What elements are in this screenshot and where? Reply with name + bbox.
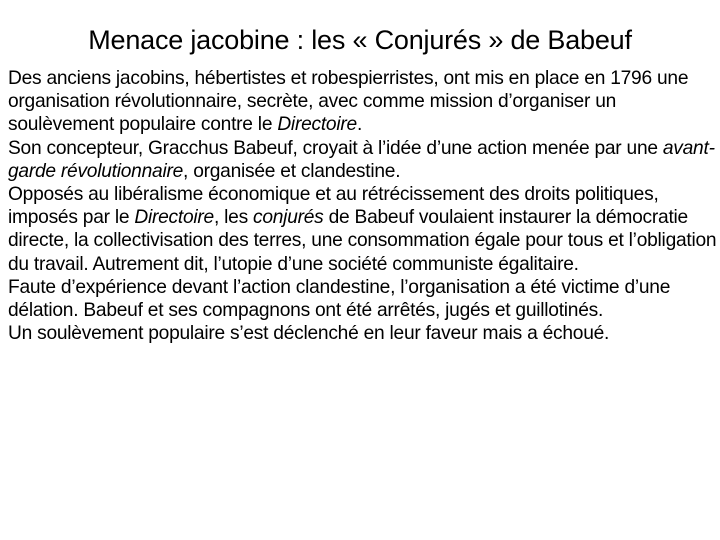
paragraph-4	[8, 276, 718, 322]
text-run: , les	[213, 207, 253, 229]
text-run: Des anciens jacobins, hébertistes et robespierristes, ont mis en place en 1796 une organisation révolutionnaire, secrète, avec comme mission d’organiser un soulèvement populaire contre le	[8, 68, 689, 136]
text-run: Un soulèvement populaire s’est déclenché en leur faveur mais a échoué.	[8, 323, 610, 345]
text-run: Son concepteur, Gracchus Babeuf, croyait à l’idée d’une action menée par une	[8, 137, 663, 159]
slide-title: Menace jacobine : les « Conjurés » de Babeuf	[88, 25, 632, 55]
text-run: Opposés au libéralisme économique et au rétrécissement des droits politiques, imposés par le	[8, 184, 659, 229]
text-run: de Babeuf voulaient instaurer la démocratie directe, la collectivisation des terres, une consommation égale pour tous et l’obligation du travail. Autrement dit, l’utopie d’une société communiste égalitaire.	[8, 207, 717, 275]
text-run: .	[356, 114, 363, 136]
italic-text-run: Directoire	[134, 207, 214, 229]
slide-body	[8, 67, 718, 345]
paragraph-2	[8, 137, 718, 183]
paragraph-5	[8, 322, 718, 345]
italic-text-run: avant-garde révolutionnaire	[8, 137, 715, 182]
italic-text-run: conjurés	[253, 207, 324, 229]
italic-text-run: Directoire	[277, 114, 357, 136]
text-run: Faute d’expérience devant l’action clandestine, l’organisation a été victime d’une délation. Babeuf et ses compagnons ont été arrêtés, jugés et guillotinés.	[8, 276, 671, 322]
paragraph-1	[8, 67, 718, 137]
paragraph-3	[8, 183, 718, 276]
text-run: , organisée et clandestine.	[183, 160, 401, 182]
